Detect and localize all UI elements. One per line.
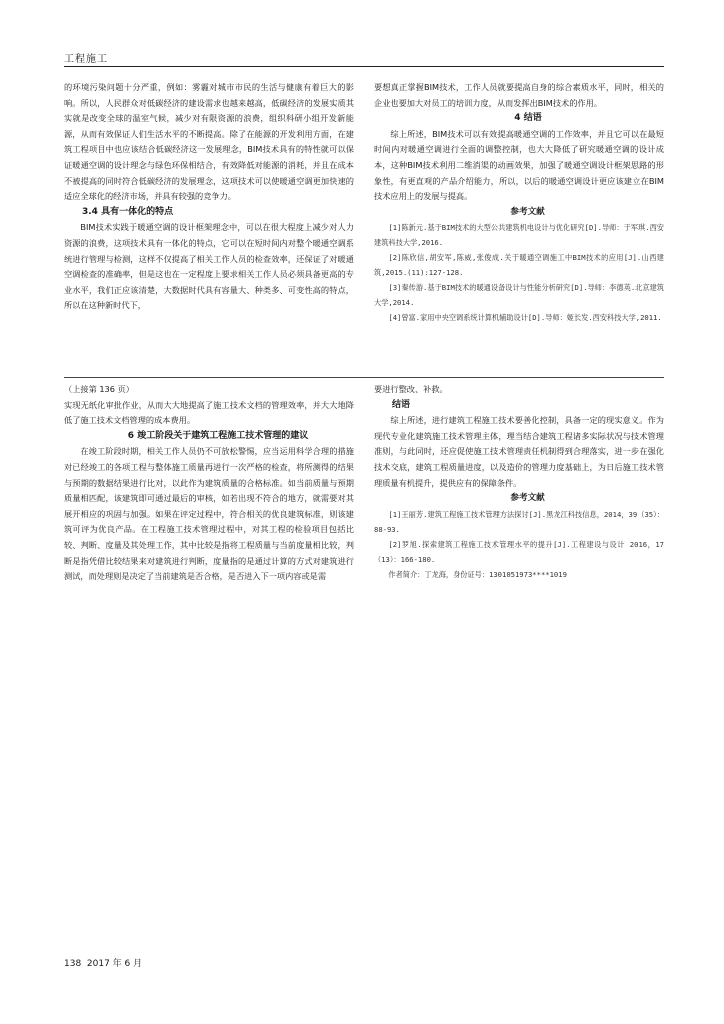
section-heading: 结语	[392, 399, 411, 410]
issue-date: 2017 年 6 月	[86, 959, 143, 969]
journal-title: 工程施工	[64, 54, 108, 65]
reference-item: [2]陈欣信,胡安军,陈威,张俊成.关于暖通空调施工中BIM技术的应用[J].山西建筑,2015.(11):127-128.	[374, 253, 664, 278]
paragraph: 要想真正掌握BIM技术，工作人员就要提高自身的综合素质水平，同时，相关的企业也要加大对员工的培训力度，从而发挥出BIM技术的作用。	[374, 82, 664, 108]
paragraph: BIM技术实践于暖通空调的设计框架理念中，可以在很大程度上减少对人力资源的浪费，这项技术具有一体化的特点，它可以在短时间内对整个暖通空调系统进行管理与检测，这样不仅提高了相关工作人员的检查效率，还保证了对暖通空调检查的准确率，但是这也在一定程度上要求相关工作人员必须具备更高的专业水平，我们正应该清楚，大数据时代具有容量大、种类多、可变性高的特点，所以在这种新时代下，	[64, 222, 354, 311]
reference-item: [1]陈新元.基于BIM技术的大型公共建筑机电设计与优化研究[D].导师：于军琪.西安建筑科技大学,2016.	[374, 223, 664, 248]
top-right-column	[374, 80, 664, 325]
paragraph: 在竣工阶段时期，相关工作人员仍不可放松警惕，应当运用科学合理的措施对已经竣工的各项工程与整体施工质量再进行一次严格的检查，将所测得的结果与预期的数据结果进行比对，以此作为建筑质量的合格标准。如当前质量与预期质量相匹配，该建筑即可通过最后的审核，如若出现不符合的地方，就需要对其展开相应的巩固与加强。如果在评定过程中，符合相关的优良建筑标准，则该建筑可评为优良产品。在工程施工技术管理过程中，对其工程的检验项目包括比较、判断、度量及其处理工作，其中比较是指将工程质量与当前度量相比较，判断是指凭借比较结果来对建筑进行判断，度量指的是通过计算的方式对建筑进行测试，而处理则是决定了当前建筑是否合格，是否进入下一项内容或是需	[64, 446, 354, 582]
top-left-column	[64, 80, 354, 314]
reference-item: [1]王丽芳.建筑工程施工技术管理方法探讨[J].黑龙江科技信息，2014，39（35）：88-93.	[374, 509, 664, 534]
bottom-left-column	[64, 382, 354, 585]
section-heading: 4 结语	[514, 113, 542, 124]
author-note: 作者简介：丁龙海，身份证号：1301051973****1019	[388, 569, 567, 579]
paragraph: 实现无纸化审批作业，从而大大地提高了施工技术文档的管理效率，并大大地降低了施工技术文档管理的成本费用。	[64, 399, 354, 426]
reference-item: [2]罗旭.探索建筑工程施工技术管理水平的提升[J].工程建设与设计 2016，17（13）：166-180.	[374, 539, 664, 564]
page-footer	[64, 956, 142, 969]
header-divider	[64, 66, 664, 67]
paragraph: 综上所述，进行建筑工程施工技术要善化控制，具备一定的现实意义。作为现代专业化建筑施工技术管理主体，理当结合建筑工程诸多实际状况与技术管理准则，与此同时，还应促使施工技术管理责任机制得到合理落实，进一步在强化技术交底，建筑工程质量进度，以及造价的管理力度基础上，为日后施工技术管理质量有机提升，提供应有的保障条件。	[374, 415, 664, 488]
paragraph: 的环境污染问题十分严重，例如：雾霾对城市市民的生活与健康有着巨大的影响。所以，人民群众对低碳经济的建设需求也越来越高，低碳经济的发展实质其实就是改变全球的温室气候，减少对有限资源的浪费，组织科研小组开发新能源，从而有效保证人们生活水平的不断提高。除了在能源的开发利用方面，在建筑工程项目中也应该结合低碳经济这一发展理念，BIM技术具有的特性就可以保证暖通空调的设计理念与绿色环保相结合，有效降低对能源的消耗，并且在成本不被提高的同时符合低碳经济的发展理念，这项技术可以使暖通空调更加快速的适应全球化的经济市场，并具有较强的竞争力。	[64, 82, 354, 202]
section-heading: 3.4 具有一体化的特点	[82, 206, 174, 217]
section-heading: 6 竣工阶段关于建筑工程施工技术管理的建议	[127, 430, 309, 441]
reference-item: [4]曾富.家用中央空调系统计算机辅助设计[D].导师：姬长发.西安科技大学,2011.	[388, 313, 662, 323]
references-heading: 参考文献	[510, 493, 545, 504]
bottom-right-column	[374, 382, 664, 582]
reference-item: [3]秦传游.基于BIM技术的暖通设备设计与性能分析研究[D].导师：李德英.北京建筑大学,2014.	[374, 283, 664, 308]
continued-note: （上接第 136 页）	[64, 384, 134, 394]
references-heading: 参考文献	[510, 206, 545, 217]
paragraph: 要进行整改、补救。	[374, 384, 448, 394]
paragraph: 综上所述，BIM技术可以有效提高暖通空调的工作效率，并且它可以在最短时间内对暖通空调进行全面的调整控制，也大大降低了研究暖通空调的设计成本，这种BIM技术利用二维消渠的动画效果，加强了暖通空调设计框架思路的形象性，有更直观的产品介绍能力，所以，以后的暖通空调设计更应该建立在BIM技术应用上的发展与提高。	[374, 128, 664, 202]
page-number: 138	[64, 959, 82, 969]
article-divider	[64, 377, 664, 378]
